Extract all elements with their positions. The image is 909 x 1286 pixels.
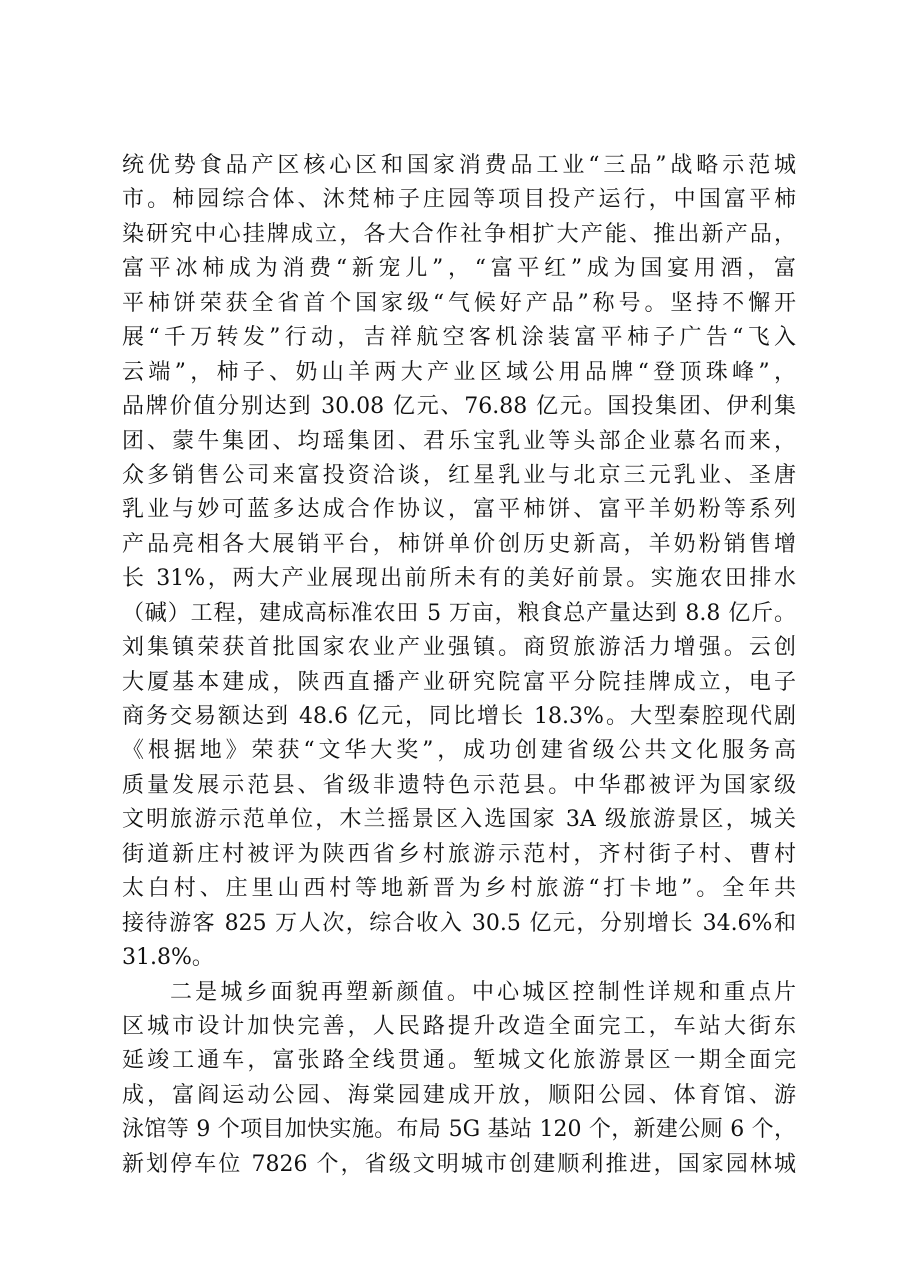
text-line: 市。柿园综合体、沐梵柿子庄园等项目投产运行，中国富平柿	[122, 187, 796, 213]
text-line: 商务交易额达到 48.6 亿元，同比增长 18.3%。大型秦腔现代剧	[122, 704, 796, 729]
text-line: 区城市设计加快完善，人民路提升改造全面完工，车站大街东	[122, 1013, 796, 1039]
text-line: 富平冰柿成为消费“新宠儿”，“富平红”成为国宴用酒，富	[122, 256, 796, 282]
text-line: 产品亮相各大展销平台，柿饼单价创历史新高，羊奶粉销售增	[122, 531, 796, 557]
text-line: 刘集镇荣获首批国家农业产业强镇。商贸旅游活力增强。云创	[122, 635, 796, 661]
text-line: 品牌价值分别达到 30.08 亿元、76.88 亿元。国投集团、伊利集	[122, 394, 796, 420]
text-line: 泳馆等 9 个项目加快实施。布局 5G 基站 120 个，新建公厕 6 个，	[122, 1117, 796, 1143]
section-heading-line: 二是城乡面貌再塑新颜值。中心城区控制性详规和重点片	[170, 979, 796, 1005]
text-line: 云端”，柿子、奶山羊两大产业区域公用品牌“登顶珠峰”，	[122, 359, 796, 385]
text-line: 街道新庄村被评为陕西省乡村旅游示范村，齐村街子村、曹村	[122, 841, 796, 867]
text-line: 平柿饼荣获全省首个国家级“气候好产品”称号。坚持不懈开	[122, 290, 796, 316]
text-line: 太白村、庄里山西村等地新晋为乡村旅游“打卡地”。全年共	[122, 876, 796, 902]
text-line: 乳业与妙可蓝多达成合作协议，富平柿饼、富平羊奶粉等系列	[122, 497, 796, 523]
text-line: 展“千万转发”行动，吉祥航空客机涂装富平柿子广告“飞入	[122, 325, 796, 351]
text-line: 质量发展示范县、省级非遗特色示范县。中华郡被评为国家级	[122, 772, 796, 798]
text-line: 新划停车位 7826 个，省级文明城市创建顺利推进，国家园林城	[122, 1151, 796, 1177]
text-line: 成，富阎运动公园、海棠园建成开放，顺阳公园、体育馆、游	[122, 1082, 796, 1108]
text-line: 《根据地》荣获“文华大奖”，成功创建省级公共文化服务高	[122, 738, 796, 764]
text-line: 长 31%，两大产业展现出前所未有的美好前景。实施农田排水	[122, 566, 796, 592]
text-line: 接待游客 825 万人次，综合收入 30.5 亿元，分别增长 34.6%和	[122, 910, 796, 936]
text-line: 文明旅游示范单位，木兰摇景区入选国家 3A 级旅游景区，城关	[122, 807, 796, 833]
text-line: 染研究中心挂牌成立，各大合作社争相扩大产能、推出新产品，	[122, 221, 796, 247]
paragraph-end-line: 31.8%。	[122, 945, 214, 971]
text-line: 统优势食品产区核心区和国家消费品工业“三品”战略示范城	[122, 153, 796, 178]
text-line: 众多销售公司来富投资洽谈，红星乳业与北京三元乳业、圣唐	[122, 462, 796, 488]
text-line: 大厦基本建成，陕西直播产业研究院富平分院挂牌成立，电子	[122, 669, 796, 695]
text-line: 团、蒙牛集团、均瑶集团、君乐宝乳业等头部企业慕名而来，	[122, 428, 796, 454]
body-text	[122, 149, 796, 1182]
text-line: 延竣工通车，富张路全线贯通。堑城文化旅游景区一期全面完	[122, 1048, 796, 1074]
text-line: （碱）工程，建成高标准农田 5 万亩，粮食总产量达到 8.8 亿斤。	[122, 600, 796, 626]
